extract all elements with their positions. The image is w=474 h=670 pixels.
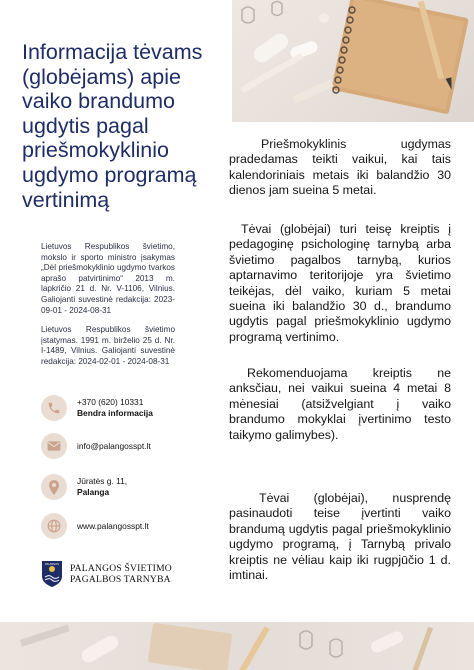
- paragraph-3: Rekomenduojama kreiptis ne anksčiau, nei vaikui sueina 4 metai 8 mėnesiai (atsižvelgiant į vaiko brandumo mokyklai įvertinimo testo taikymo galimybes).: [229, 366, 451, 442]
- legal-reference-1: Lietuvos Respublikos švietimo, mokslo ir sporto ministro įsakymas „Dėl priešmokyklinio ugdymo tvarkos aprašo patvirtinimo“ 2013 m. lapkričio 21 d. Nr. V-1106, Vilnius. Galiojanti suvestinė redakcija: 2023-09-01 - 2024-08-31: [41, 242, 175, 315]
- website-link[interactable]: www.palangosspt.lt: [77, 520, 149, 531]
- email-address[interactable]: info@palangosspt.lt: [77, 440, 151, 451]
- phone-label: Bendra informacija: [77, 408, 153, 418]
- page-title: Informacija tėvams (globėjams) apie vaiko brandumo ugdytis pagal priešmokyklinio ugdymo programą vertinimą: [22, 40, 203, 212]
- address-street: Jūratės g. 11,: [77, 476, 128, 486]
- organization-logo: [41, 560, 172, 588]
- header-photo: [232, 0, 474, 122]
- phone-icon: [41, 395, 67, 421]
- globe-icon: [41, 513, 67, 539]
- desk-items-illustration: [0, 622, 474, 670]
- crest-lettering: PALANGOS: [44, 563, 60, 566]
- paragraph-4: Tėvai (globėjai), nusprendę pasinaudoti teise įvertinti vaiko brandumą ugdytis pagal priešmokyklinio ugdymo programą, į Tarnybą privalo kreiptis ne vėliau kaip iki rugpjūčio 1 d. imtinai.: [229, 491, 451, 583]
- location-pin-icon: [41, 474, 67, 500]
- address-city: Palanga: [77, 487, 110, 497]
- contact-address: [41, 474, 127, 500]
- phone-number[interactable]: +370 (620) 10331: [77, 397, 144, 407]
- legal-reference-2: Lietuvos Respublikos švietimo įstatymas. 1991 m. birželio 25 d. Nr. I-1489, Vilnius. Galiojanti suvestinė redakcija: 2024-02-01 - 2024-08-31: [41, 325, 175, 366]
- contact-website: [41, 513, 149, 539]
- crest-icon: [41, 560, 63, 588]
- contact-email: [41, 433, 151, 459]
- logo-line-1: PALANGOS ŠVIETIMO: [70, 562, 172, 574]
- email-icon: [41, 433, 67, 459]
- paragraph-1: Priešmokyklinis ugdymas pradedamas teikti vaikui, kai tais kalendoriniais metais iki balandžio 30 dienos jam sueina 5 metai.: [229, 137, 451, 198]
- paragraph-2: Tėvai (globėjai) turi teisę kreiptis į pedagoginę psichologinę tarnybą arba švietimo pagalbos tarnybą, kurios aptarnavimo teritorijoje yra švietimo teikėjas, dėl vaiko, kuriam 5 metai sueina iki balandžio 30 d., brandumo ugdytis pagal priešmokyklinio ugdymo programą vertinimo.: [229, 222, 451, 344]
- footer-photo: [0, 622, 474, 670]
- contact-phone: [41, 395, 153, 421]
- desk-illustration: [232, 0, 474, 122]
- logo-line-2: PAGALBOS TARNYBA: [70, 574, 171, 585]
